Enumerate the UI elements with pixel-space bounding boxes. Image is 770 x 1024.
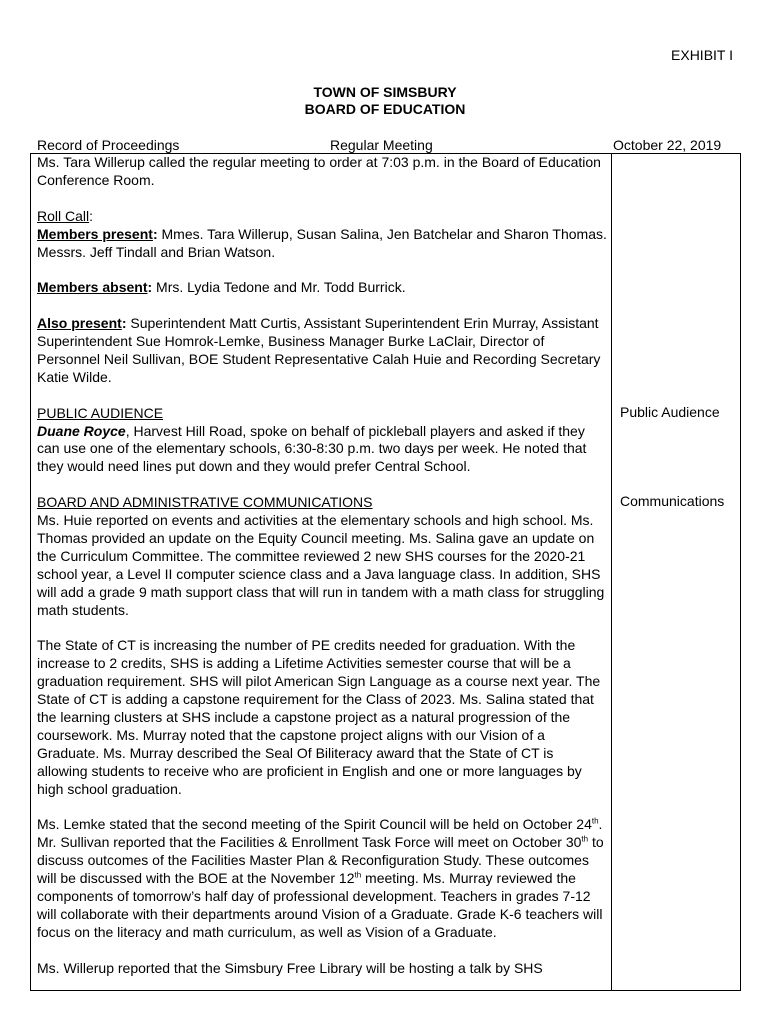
p3-part-d: meeting. Ms. Murray reviewed the components of tomorrow’s half day of professional development. Teachers in grades 7-12 will collaborate with their departments around Vision of a Graduate. Grade K-6 teachers will focus on the literacy and math curriculum, as well as Vision of a Graduate.	[37, 870, 603, 940]
column-divider	[611, 153, 612, 991]
ordinal-suffix: th	[591, 816, 599, 826]
margin-label-communications: Communications	[620, 493, 725, 509]
public-audience-paragraph	[37, 405, 607, 477]
p3-part-c: to discuss outcomes of the Facilities Master Plan & Reconfiguration Study. These outcomes will be discussed with the BOE at the November 12	[37, 834, 604, 887]
p3-part-b: . Mr. Sullivan reported that the Facilities & Enrollment Task Force will meet on October 30	[37, 816, 603, 851]
public-audience-text: , Harvest Hill Road, spoke on behalf of pickleball players and asked if they can use one of the elementary schools, 6:30-8:30 p.m. two days per week. He noted that they would need lines put down and they would prefer Central School.	[37, 422, 587, 475]
members-absent-paragraph: Members absent: Mrs. Lydia Tedone and Mr. Todd Burrick.	[37, 279, 406, 296]
communications-heading: BOARD AND ADMINISTRATIVE COMMUNICATIONS	[37, 494, 373, 511]
members-present-label: Members present	[37, 225, 153, 242]
roll-call-paragraph: Roll Call: Members present: Mmes. Tara Willerup, Susan Salina, Jen Batchelar and Sharon Thomas. Messrs. Jeff Tindall and Brian Watson.	[37, 207, 607, 260]
public-audience-heading: PUBLIC AUDIENCE	[37, 404, 164, 421]
meeting-date: October 22, 2019	[613, 137, 722, 153]
speaker-name: Duane Royce	[37, 422, 126, 439]
communications-text-1: Ms. Huie reported on events and activities at the elementary schools and high school. Ms. Thomas provided an update on the Equity Council meeting. Ms. Salina gave an update on the Curriculum Committee. The committee reviewed 2 new SHS courses for the 2020-21 school year, a Level II computer science class and a Java language class. In addition, SHS will add a grade 9 math support class that will run in tandem with a math class for struggling math students.	[37, 512, 605, 618]
communications-paragraph-4: Ms. Willerup reported that the Simsbury Free Library will be hosting a talk by SHS	[37, 959, 543, 976]
exhibit-label: EXHIBIT I	[671, 47, 733, 63]
communications-paragraph-3	[37, 816, 607, 941]
margin-label-public-audience: Public Audience	[620, 404, 720, 420]
also-present-text: Superintendent Matt Curtis, Assistant Superintendent Erin Murray, Assistant Superintendent Sue Homrok-Lemke, Business Manager Burke LaClair, Director of Personnel Neil Sullivan, BOE Student Representative Calah Huie and Recording Secretary Katie Wilde.	[37, 315, 601, 385]
ordinal-suffix: th	[354, 870, 362, 880]
call-to-order-paragraph: Ms. Tara Willerup called the regular meeting to order at 7:03 p.m. in the Board of Education Conference Room.	[37, 154, 601, 188]
members-absent-label: Members absent	[37, 279, 148, 296]
communications-paragraph-1	[37, 494, 607, 619]
members-present-text: Mmes. Tara Willerup, Susan Salina, Jen Batchelar and Sharon Thomas. Messrs. Jeff Tindall and Brian Watson.	[37, 225, 607, 260]
board-name: BOARD OF EDUCATION	[304, 101, 466, 117]
also-present-label: Also present	[37, 315, 122, 332]
roll-call-colon: :	[89, 207, 94, 224]
p3-part-a: Ms. Lemke stated that the second meeting of the Spirit Council will be held on October 24	[37, 816, 592, 833]
members-absent-text: Mrs. Lydia Tedone and Mr. Todd Burrick.	[152, 279, 406, 296]
also-present-paragraph: Also present: Superintendent Matt Curtis, Assistant Superintendent Erin Murray, Assistant Superintendent Sue Homrok-Lemke, Business Manager Burke LaClair, Director of Personnel Neil Sullivan, BOE Student Representative Calah Huie and Recording Secretary Katie Wilde.	[37, 315, 601, 385]
communications-paragraph-2: The State of CT is increasing the number of PE credits needed for graduation. With the increase to 2 credits, SHS is adding a Lifetime Activities semester course that will be a graduation requirement. SHS will pilot American Sign Language as a course next year. The State of CT is adding a capstone requirement for the Class of 2023. Ms. Salina stated that the learning clusters at SHS include a capstone project as a natural progression of the coursework. Ms. Murray noted that the capstone project aligns with our Vision of a Graduate. Ms. Murray described the Seal Of Biliteracy award that the State of CT is allowing students to receive who are proficient in English and one or more languages by high school graduation.	[37, 637, 601, 797]
roll-call-heading: Roll Call	[37, 207, 90, 224]
record-label: Record of Proceedings	[37, 137, 180, 153]
town-name: TOWN OF SIMSBURY	[313, 84, 457, 100]
meeting-type: Regular Meeting	[330, 137, 433, 153]
ordinal-suffix: th	[581, 834, 589, 844]
document-title	[0, 84, 770, 118]
minutes-body	[37, 154, 607, 990]
